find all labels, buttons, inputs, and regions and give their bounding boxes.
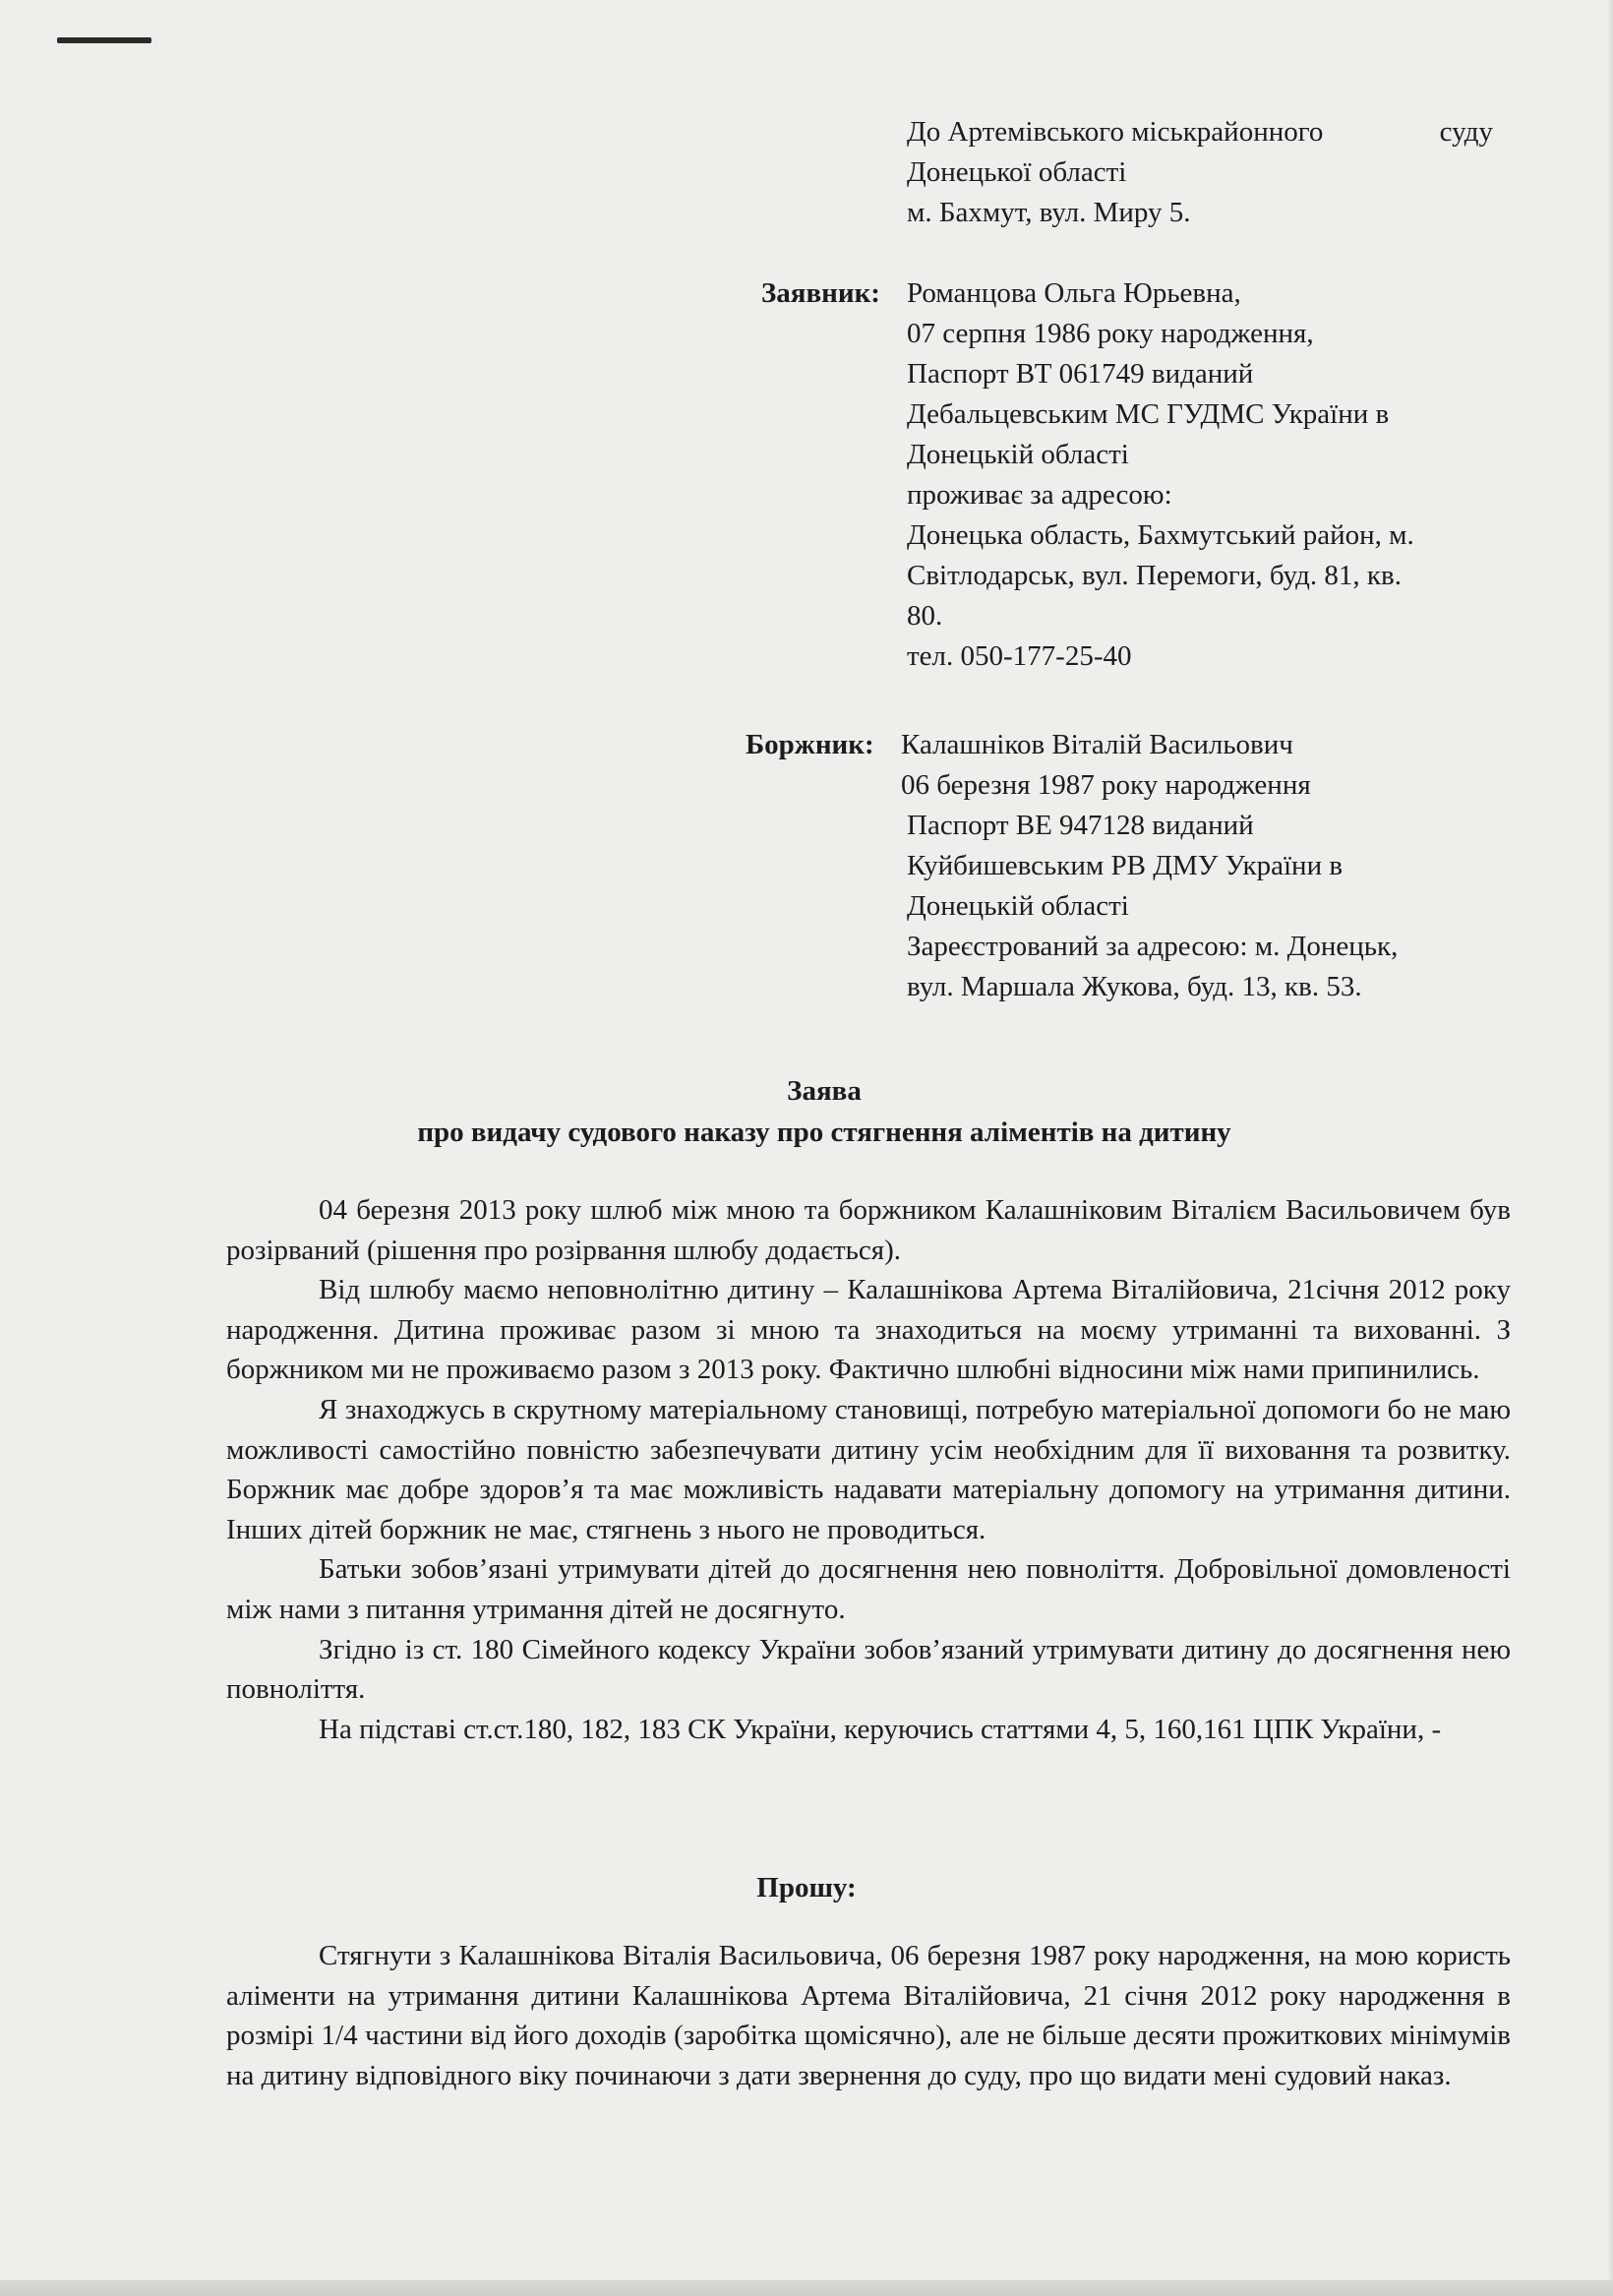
court-address-line-3: м. Бахмут, вул. Миру 5. [907, 197, 1191, 228]
document-subtitle: про видачу судового наказу про стягнення аліментів на дитину [417, 1117, 1231, 1148]
court-word: суду [1439, 116, 1493, 148]
applicant-line: 80. [907, 600, 943, 632]
debtor-line: 06 березня 1987 року народження [901, 769, 1311, 801]
applicant-line: проживає за адресою: [907, 479, 1172, 511]
applicant-label: Заявник: [761, 277, 880, 309]
body-paragraph: На підставі ст.ст.180, 182, 183 СК України, керуючись статтями 4, 5, 160,161 ЦПК України, - [319, 1713, 1442, 1745]
court-name: До Артемівського міськрайонного [907, 116, 1324, 148]
applicant-line: Донецькій області [907, 439, 1129, 470]
scan-edge-shadow [1607, 0, 1613, 2296]
debtor-line: Донецькій області [907, 890, 1129, 922]
court-address-line-1 [907, 112, 1493, 151]
scan-mark [57, 37, 151, 43]
applicant-line: Паспорт ВТ 061749 виданий [907, 358, 1254, 390]
applicant-line: Донецька область, Бахмутський район, м. [907, 519, 1414, 551]
scan-bottom-edge [0, 2280, 1613, 2296]
debtor-line: Паспорт ВЕ 947128 виданий [907, 810, 1254, 841]
debtor-line: Калашніков Віталій Васильович [901, 729, 1293, 760]
request-body [226, 1936, 1511, 2095]
applicant-line: Дебальцевським МС ГУДМС України в [907, 398, 1390, 430]
applicant-line: Романцова Ольга Юрьевна, [907, 277, 1241, 309]
applicant-phone: тел. 050-177-25-40 [907, 640, 1132, 672]
debtor-label: Боржник: [746, 729, 874, 760]
body-paragraph: Згідно із ст. 180 Сімейного кодексу України зобов’язаний утримувати дитину до досягнення нею повноліття. [226, 1633, 1511, 1706]
court-address-line-2: Донецької області [907, 156, 1127, 188]
body-paragraph: Я знаходжусь в скрутному матеріальному становищі, потребую матеріальної допомоги бо не маю можливості самостійно повністю забезпечувати дитину усім необхідним для її виховання та розвитку. Боржник має добре здоров’я та має можливість надавати матеріальну допомогу на утримання дитини. Інших дітей боржник не має, стягнень з нього не проводиться. [226, 1393, 1511, 1545]
debtor-line: Зареєстрований за адресою: м. Донецьк, [907, 931, 1399, 962]
body-paragraph: Від шлюбу маємо неповнолітню дитину – Калашнікова Артема Віталійовича, 21січня 2012 року народження. Дитина проживає разом зі мною та знаходиться на моєму утриманні та вихованні. З боржником ми не проживаємо разом з 2013 року. Фактично шлюбні відносини між нами припинились. [226, 1274, 1511, 1386]
body-paragraph: Батьки зобов’язані утримувати дітей до досягнення нею повноліття. Добровільної домовленості між нами з питання утримання дітей не досягнуто. [226, 1553, 1511, 1625]
document-title: Заява [787, 1075, 862, 1107]
request-heading: Прошу: [756, 1872, 857, 1903]
request-paragraph: Стягнути з Калашнікова Віталія Васильовича, 06 березня 1987 року народження, на мою користь аліменти на утримання дитини Калашнікова Артема Віталійовича, 21 січня 2012 року народження в розмірі 1/4 частини від його доходів (заробітка щомісячно), але не більше десяти прожиткових мінімумів на дитину відповідного віку починаючи з дати звернення до суду, про що видати мені судовий наказ. [226, 1940, 1511, 2091]
statement-body [226, 1190, 1511, 1749]
body-paragraph: 04 березня 2013 року шлюб між мною та боржником Калашніковим Віталієм Васильовичем був розірваний (рішення про розірвання шлюбу додається). [226, 1194, 1511, 1266]
debtor-line: вул. Маршала Жукова, буд. 13, кв. 53. [907, 971, 1362, 1002]
applicant-line: 07 серпня 1986 року народження, [907, 318, 1314, 349]
applicant-line: Світлодарськ, вул. Перемоги, буд. 81, кв. [907, 560, 1402, 591]
debtor-line: Куйбишевським РВ ДМУ України в [907, 850, 1344, 881]
